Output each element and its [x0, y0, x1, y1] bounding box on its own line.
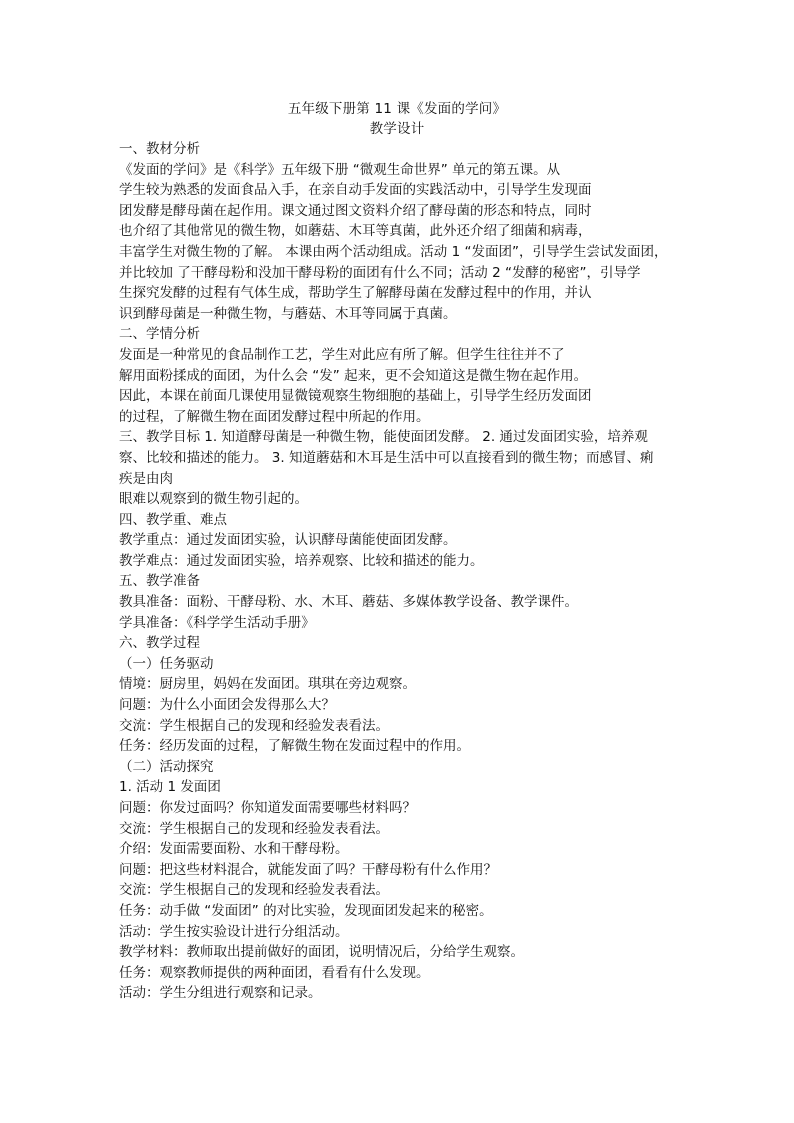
text-line: 教学重点：通过发面团实验，认识酵母菌能使面团发酵。: [119, 532, 457, 549]
document-title: 五年级下册第 11 课《发面的学问》: [287, 101, 507, 117]
text-line: 1. 活动 1 发面团: [119, 779, 221, 796]
text-line: 活动：学生按实验设计进行分组活动。: [119, 923, 349, 940]
text-line: 丰富学生对微生物的了解。 本课由两个活动组成。活动 1 “发面团”，引导学生尝试发面团，: [119, 243, 668, 260]
text-line: 团发酵是酵母菌在起作用。课文通过图文资料介绍了酵母菌的形态和特点，同时: [119, 202, 592, 219]
text-line: 六、教学过程: [119, 635, 200, 652]
text-line: 交流：学生根据自己的发现和经验发表看法。: [119, 717, 389, 734]
text-line: 也介绍了其他常见的微生物，如蘑菇、木耳等真菌，此外还介绍了细菌和病毒，: [119, 223, 592, 240]
text-line: 任务：观察教师提供的两种面团，看看有什么发现。: [119, 964, 430, 981]
text-line: 学生较为熟悉的发面食品入手，在亲自动手发面的实践活动中，引导学生发现面: [119, 182, 592, 199]
text-line: 介绍：发面需要面粉、水和干酵母粉。: [119, 841, 349, 858]
text-line: 一、教材分析: [119, 141, 200, 157]
text-line: 活动：学生分组进行观察和记录。: [119, 985, 322, 1002]
text-line: 情境：厨房里，妈妈在发面团。琪琪在旁边观察。: [119, 676, 416, 693]
text-line: 疾是由肉: [119, 470, 173, 487]
text-line: 四、教学重、难点: [119, 511, 227, 528]
text-line: 问题：你发过面吗？你知道发面需要哪些材料吗？: [119, 800, 416, 816]
text-line: 并比较加 了干酵母粉和没加干酵母粉的面团有什么不同；活动 2 “发酵的秘密”，引导学: [119, 264, 641, 281]
text-line: 察、比较和描述的能力。 3. 知道蘑菇和木耳是生活中可以直接看到的微生物；而感冒、痢: [119, 449, 654, 466]
text-line: 识到酵母菌是一种微生物，与蘑菇、木耳等同属于真菌。: [119, 305, 457, 322]
text-line: 任务：动手做 “发面团” 的对比实验，发现面团发起来的秘密。: [119, 902, 493, 919]
text-line: 发面是一种常见的食品制作工艺，学生对此应有所了解。但学生往往并不了: [119, 346, 565, 363]
text-line: 问题：把这些材料混合，就能发面了吗？干酵母粉有什么作用？: [119, 861, 497, 878]
text-line: 五、教学准备: [119, 573, 200, 590]
text-line: 交流：学生根据自己的发现和经验发表看法。: [119, 820, 389, 837]
document-body: [119, 139, 679, 1004]
text-line: 眼难以观察到的微生物引起的。: [119, 491, 308, 508]
text-line: 三、教学目标 1. 知道酵母菌是一种微生物，能使面团发酵。 2. 通过发面团实验，培养观: [119, 429, 648, 446]
text-line: （二）活动探究: [119, 758, 214, 775]
text-line: 教学材料：教师取出提前做好的面团，说明情况后，分给学生观察。: [119, 944, 524, 961]
text-line: 生探究发酵的过程有气体生成，帮助学生了解酵母菌在发酵过程中的作用，并认: [119, 285, 592, 302]
text-line: 学具准备：《科学学生活动手册》: [119, 614, 315, 631]
document-subtitle: 教学设计: [369, 121, 425, 137]
text-line: 教学难点：通过发面团实验，培养观察、比较和描述的能力。: [119, 552, 484, 569]
text-line: 二、学情分析: [119, 326, 200, 343]
text-line: 教具准备：面粉、干酵母粉、水、木耳、蘑菇、多媒体教学设备、教学课件。: [119, 594, 578, 611]
text-line: 解用面粉揉成的面团，为什么会 “发” 起来，更不会知道这是微生物在起作用。: [119, 367, 588, 384]
text-line: 问题：为什么小面团会发得那么大？: [119, 697, 335, 714]
text-line: 因此，本课在前面几课使用显微镜观察生物细胞的基础上，引导学生经历发面团: [119, 388, 592, 405]
text-line: 的过程，了解微生物在面团发酵过程中所起的作用。: [119, 408, 430, 425]
text-line: 任务：经历发面的过程，了解微生物在发面过程中的作用。: [119, 738, 470, 755]
text-line: 《发面的学问》是《科学》五年级下册 “微观生命世界” 单元的第五课。从: [119, 161, 561, 178]
text-line: 交流：学生根据自己的发现和经验发表看法。: [119, 882, 389, 899]
text-line: （一）任务驱动: [119, 655, 214, 672]
